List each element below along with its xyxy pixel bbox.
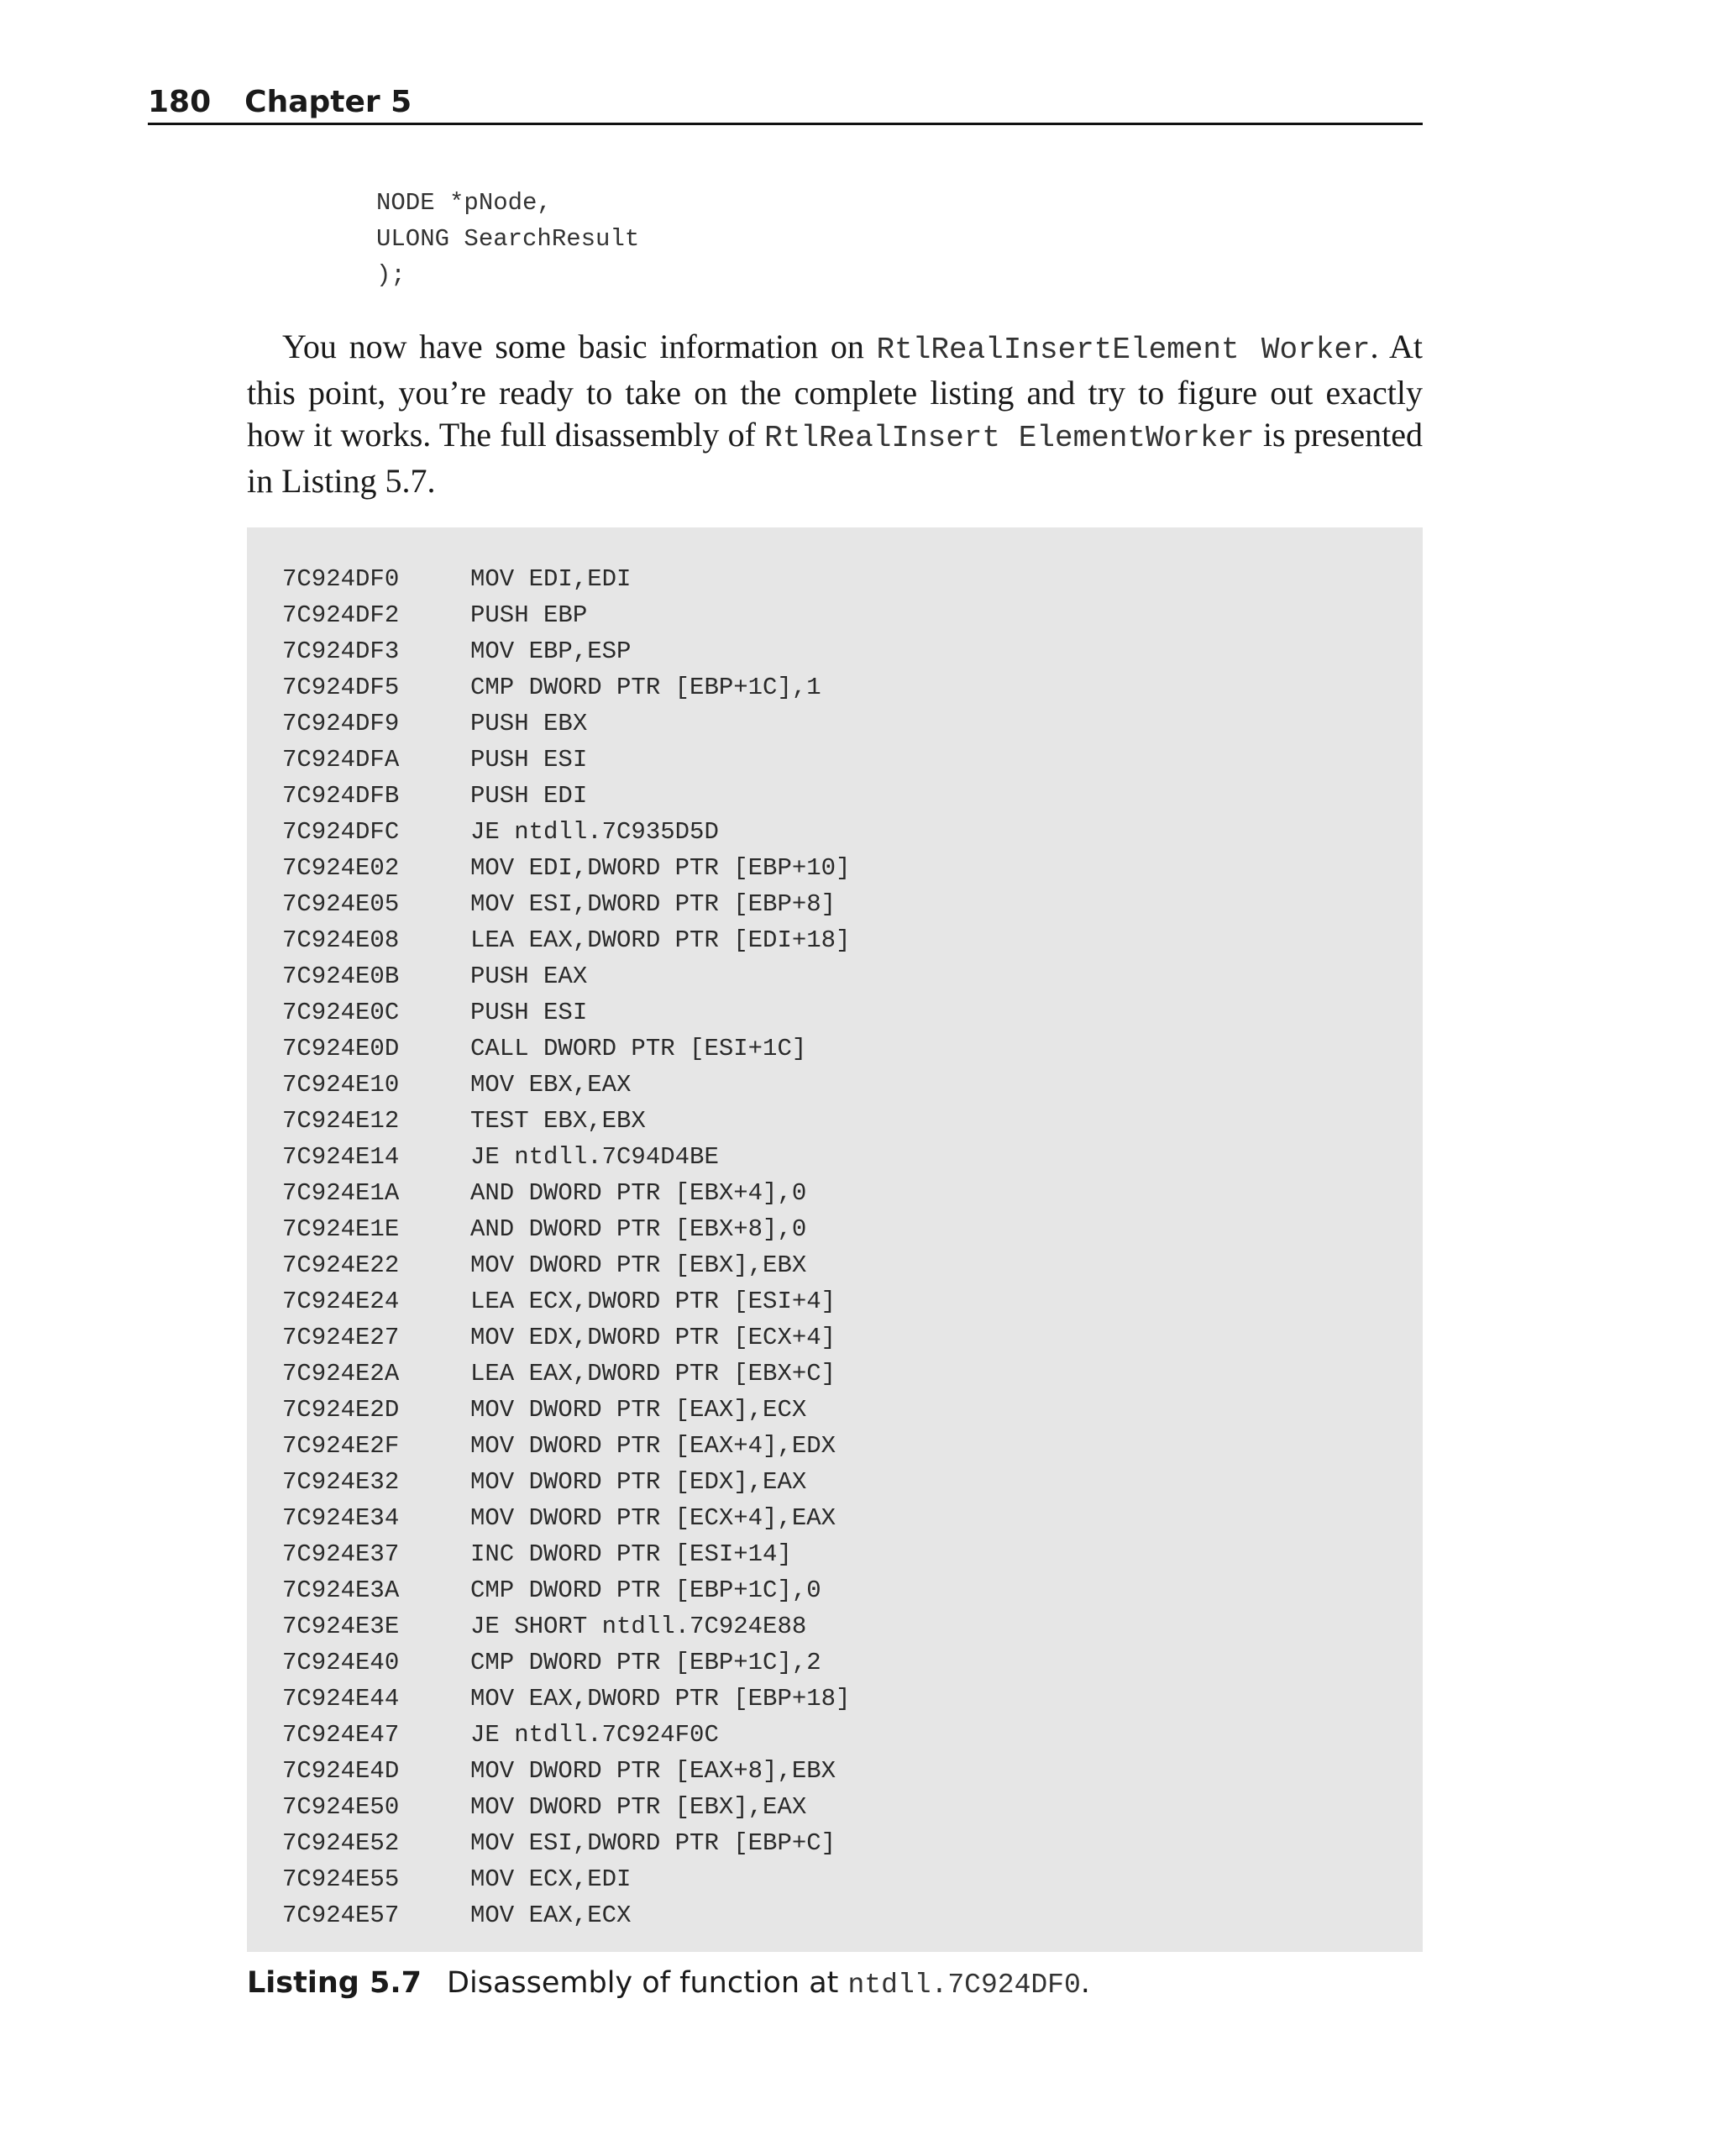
listing-line: [247, 561, 1423, 597]
listing-line: [247, 1175, 1423, 1211]
caption-address: ntdll.7C924DF0: [847, 1970, 1081, 2001]
instruction-address: 7C924E05: [282, 890, 400, 918]
instruction-text: CMP DWORD PTR [EBP+1C],2: [470, 1649, 821, 1676]
listing-line: [247, 1500, 1423, 1536]
instruction-address: 7C924E3E: [282, 1613, 400, 1640]
page-number: 180: [148, 85, 212, 119]
instruction-address: 7C924DF5: [282, 674, 400, 701]
instruction-address: 7C924E32: [282, 1468, 400, 1496]
listing-line: [247, 1356, 1423, 1392]
instruction-text: MOV EDI,DWORD PTR [EBP+10]: [470, 854, 851, 882]
body-paragraph: [247, 326, 1423, 502]
instruction-address: 7C924E10: [282, 1071, 400, 1099]
instruction-address: 7C924E37: [282, 1540, 400, 1568]
listing-line: [247, 1392, 1423, 1428]
instruction-address: 7C924E52: [282, 1829, 400, 1857]
instruction-text: JE SHORT ntdll.7C924E88: [470, 1613, 807, 1640]
paragraph-text-2: . At this point, you’re ready to take on the complete listing and try to figure out exactly how it works. The full disassembly of: [247, 328, 1424, 454]
listing-line: [247, 1536, 1423, 1572]
paragraph-text-3: is presented in Listing 5.7.: [247, 416, 1423, 500]
instruction-text: PUSH EBX: [470, 710, 588, 737]
instruction-address: 7C924E44: [282, 1685, 400, 1713]
function-name-1: RtlRealInsertElement Worker: [876, 333, 1371, 367]
instruction-text: MOV EAX,DWORD PTR [EBP+18]: [470, 1685, 851, 1713]
instruction-address: 7C924E2D: [282, 1396, 400, 1424]
instruction-text: MOV EAX,ECX: [470, 1902, 632, 1929]
instruction-text: CALL DWORD PTR [ESI+1C]: [470, 1035, 807, 1062]
listing-line: [247, 1103, 1423, 1139]
instruction-text: CMP DWORD PTR [EBP+1C],0: [470, 1576, 821, 1604]
listing-line: [247, 1247, 1423, 1283]
listing-line: [247, 633, 1423, 669]
instruction-address: 7C924E02: [282, 854, 400, 882]
instruction-text: LEA ECX,DWORD PTR [ESI+4]: [470, 1288, 836, 1315]
instruction-text: INC DWORD PTR [ESI+14]: [470, 1540, 792, 1568]
instruction-text: MOV ESI,DWORD PTR [EBP+8]: [470, 890, 836, 918]
instruction-address: 7C924E14: [282, 1143, 400, 1171]
instruction-text: PUSH ESI: [470, 999, 588, 1026]
listing-line: [247, 706, 1423, 742]
instruction-address: 7C924E40: [282, 1649, 400, 1676]
page-header: [148, 80, 1423, 125]
instruction-address: 7C924DF3: [282, 637, 400, 665]
instruction-address: 7C924E2A: [282, 1360, 400, 1387]
instruction-text: PUSH EDI: [470, 782, 588, 810]
listing-line: [247, 1789, 1423, 1825]
instruction-text: MOV DWORD PTR [EDX],EAX: [470, 1468, 807, 1496]
code-listing: [247, 527, 1423, 1952]
listing-line: [247, 597, 1423, 633]
instruction-address: 7C924E55: [282, 1865, 400, 1893]
listing-line: [247, 1897, 1423, 1933]
listing-line: [247, 1283, 1423, 1319]
instruction-address: 7C924E57: [282, 1902, 400, 1929]
listing-line: [247, 1464, 1423, 1500]
instruction-address: 7C924DF9: [282, 710, 400, 737]
instruction-address: 7C924E22: [282, 1251, 400, 1279]
instruction-text: LEA EAX,DWORD PTR [EDI+18]: [470, 926, 851, 954]
instruction-text: AND DWORD PTR [EBX+8],0: [470, 1215, 807, 1243]
instruction-address: 7C924DF0: [282, 565, 400, 593]
listing-line: [247, 1211, 1423, 1247]
instruction-text: MOV DWORD PTR [EAX],ECX: [470, 1396, 807, 1424]
code-snippet: NODE *pNode, ULONG SearchResult );: [376, 189, 640, 289]
paragraph-text-1: You now have some basic information on: [282, 328, 877, 365]
instruction-address: 7C924DFC: [282, 818, 400, 846]
listing-line: [247, 994, 1423, 1031]
instruction-text: JE ntdll.7C924F0C: [470, 1721, 719, 1749]
instruction-address: 7C924E1E: [282, 1215, 400, 1243]
instruction-address: 7C924E34: [282, 1504, 400, 1532]
listing-line: [247, 1428, 1423, 1464]
listing-line: [247, 742, 1423, 778]
listing-line: [247, 1861, 1423, 1897]
chapter-title: Chapter 5: [244, 85, 412, 119]
instruction-address: 7C924E0C: [282, 999, 400, 1026]
listing-line: [247, 1825, 1423, 1861]
instruction-address: 7C924E12: [282, 1107, 400, 1135]
instruction-text: TEST EBX,EBX: [470, 1107, 646, 1135]
listing-line: [247, 958, 1423, 994]
instruction-text: AND DWORD PTR [EBX+4],0: [470, 1179, 807, 1207]
listing-line: [247, 1717, 1423, 1753]
instruction-text: MOV DWORD PTR [EAX+8],EBX: [470, 1757, 836, 1785]
instruction-text: MOV DWORD PTR [EBX],EBX: [470, 1251, 807, 1279]
instruction-text: MOV DWORD PTR [ECX+4],EAX: [470, 1504, 836, 1532]
instruction-address: 7C924DFA: [282, 746, 400, 774]
instruction-address: 7C924E47: [282, 1721, 400, 1749]
instruction-text: PUSH EBP: [470, 601, 588, 629]
caption-label: Listing 5.7: [247, 1966, 422, 2000]
instruction-address: 7C924DFB: [282, 782, 400, 810]
listing-line: [247, 1681, 1423, 1717]
instruction-text: LEA EAX,DWORD PTR [EBX+C]: [470, 1360, 836, 1387]
instruction-address: 7C924E1A: [282, 1179, 400, 1207]
listing-line: [247, 814, 1423, 850]
listing-line: [247, 922, 1423, 958]
instruction-text: MOV EDI,EDI: [470, 565, 632, 593]
listing-line: [247, 1608, 1423, 1645]
listing-line: [247, 778, 1423, 814]
listing-line: [247, 1319, 1423, 1356]
listing-line: [247, 1645, 1423, 1681]
instruction-address: 7C924E4D: [282, 1757, 400, 1785]
instruction-address: 7C924E0B: [282, 963, 400, 990]
listing-line: [247, 1067, 1423, 1103]
listing-caption: [247, 1962, 1423, 2006]
instruction-text: CMP DWORD PTR [EBP+1C],1: [470, 674, 821, 701]
caption-text: Disassembly of function at: [447, 1966, 848, 2000]
instruction-text: MOV EBX,EAX: [470, 1071, 632, 1099]
listing-line: [247, 669, 1423, 706]
instruction-address: 7C924E08: [282, 926, 400, 954]
instruction-text: JE ntdll.7C94D4BE: [470, 1143, 719, 1171]
listing-line: [247, 1572, 1423, 1608]
function-name-2: RtlRealInsert ElementWorker: [764, 421, 1255, 455]
instruction-text: MOV EBP,ESP: [470, 637, 632, 665]
listing-line: [247, 850, 1423, 886]
instruction-address: 7C924E24: [282, 1288, 400, 1315]
instruction-address: 7C924DF2: [282, 601, 400, 629]
listing-line: [247, 1031, 1423, 1067]
listing-line: [247, 1753, 1423, 1789]
instruction-text: MOV EDX,DWORD PTR [ECX+4]: [470, 1324, 836, 1351]
instruction-text: PUSH EAX: [470, 963, 588, 990]
listing-line: [247, 886, 1423, 922]
instruction-address: 7C924E3A: [282, 1576, 400, 1604]
instruction-text: MOV DWORD PTR [EBX],EAX: [470, 1793, 807, 1821]
listing-line: [247, 1139, 1423, 1175]
caption-end: .: [1080, 1966, 1090, 2000]
instruction-address: 7C924E50: [282, 1793, 400, 1821]
instruction-address: 7C924E27: [282, 1324, 400, 1351]
instruction-address: 7C924E2F: [282, 1432, 400, 1460]
instruction-text: MOV DWORD PTR [EAX+4],EDX: [470, 1432, 836, 1460]
instruction-address: 7C924E0D: [282, 1035, 400, 1062]
instruction-text: JE ntdll.7C935D5D: [470, 818, 719, 846]
instruction-text: MOV ECX,EDI: [470, 1865, 632, 1893]
instruction-text: MOV ESI,DWORD PTR [EBP+C]: [470, 1829, 836, 1857]
instruction-text: PUSH ESI: [470, 746, 588, 774]
